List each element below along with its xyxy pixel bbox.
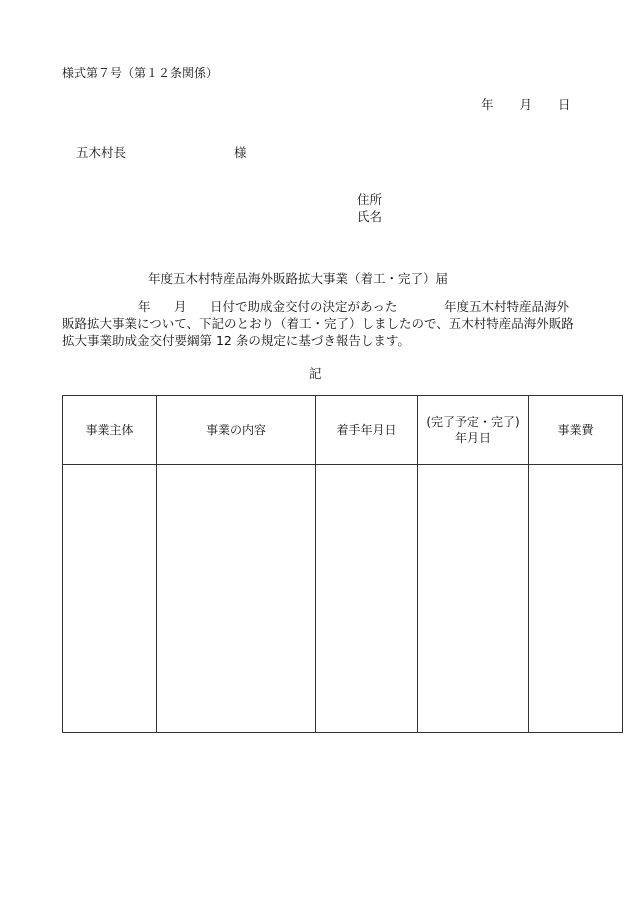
addressee-name: 五木村長	[76, 145, 127, 160]
body-line-3-text: 拡大事業助成金交付要綱第 12 条の規定に基づき報告します。	[62, 333, 410, 348]
date-month: 月	[519, 97, 533, 112]
header-start-date: 着手年月日	[316, 396, 418, 465]
project-table	[62, 395, 623, 733]
header-completion-date	[418, 396, 529, 465]
name-label: 氏名	[357, 209, 383, 224]
header-completion-line-1: (完了予定・完了)	[426, 415, 520, 429]
cell-completion-date[interactable]	[418, 465, 529, 733]
body-line-1	[62, 298, 582, 315]
applicant-block	[357, 191, 382, 225]
date-line	[481, 95, 571, 113]
form-number: 様式第７号（第１２条関係）	[62, 66, 219, 80]
report-body	[62, 298, 582, 349]
addressee-honorific: 様	[234, 145, 247, 160]
body-year: 年	[138, 299, 151, 314]
date-year: 年	[481, 97, 494, 112]
body-line-3	[62, 332, 582, 349]
body-line-1-end: 年度五木村特産品海外	[444, 299, 570, 314]
ki-label: 記	[309, 366, 322, 381]
body-line-2	[62, 315, 582, 332]
header-completion-line-2: 年月日	[454, 431, 491, 445]
body-line-2-text: 販路拡大事業について、下記のとおり（着工・完了）しましたので、五木村特産品海外販路	[62, 316, 574, 331]
table-header-row	[63, 396, 623, 465]
header-cost: 事業費	[529, 396, 623, 465]
cell-entity[interactable]	[63, 465, 157, 733]
document-title: 年度五木村特産品海外販路拡大事業（着工・完了）届	[148, 271, 449, 286]
body-line-1-middle: 日付で助成金交付の決定があった	[210, 299, 398, 314]
cell-cost[interactable]	[529, 465, 623, 733]
cell-start-date[interactable]	[316, 465, 418, 733]
address-label: 住所	[357, 192, 383, 207]
header-entity: 事業主体	[63, 396, 157, 465]
addressee	[76, 143, 247, 161]
date-day: 日	[558, 97, 571, 112]
body-month: 月	[174, 299, 187, 314]
table-row	[63, 465, 623, 733]
cell-content[interactable]	[157, 465, 316, 733]
header-content: 事業の内容	[157, 396, 316, 465]
